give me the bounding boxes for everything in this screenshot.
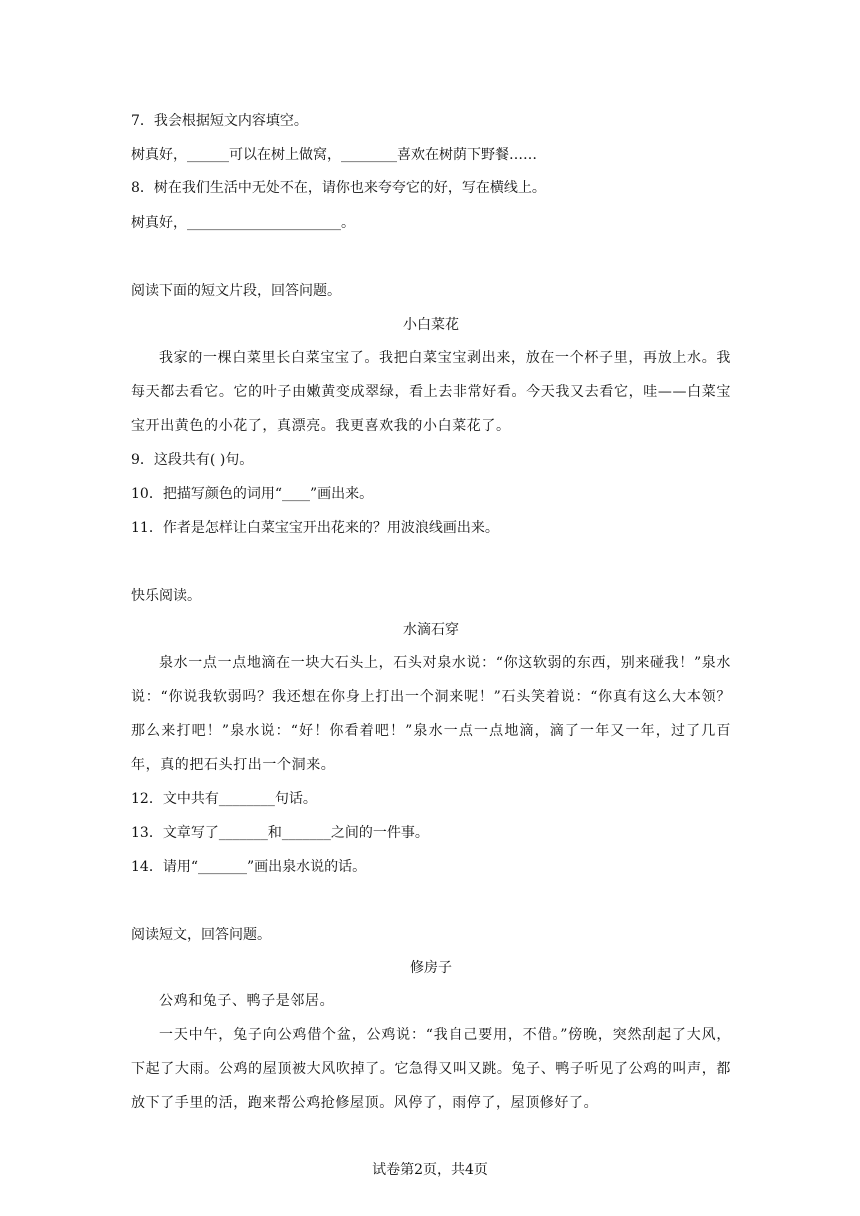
- question-7: 7．我会根据短文内容填空。: [131, 113, 308, 129]
- question-10: 10．把描写颜色的词用“____”画出来。: [131, 486, 374, 502]
- question-7-fill-line: 树真好，______可以在树上做窝，________喜欢在树荫下野餐……: [131, 147, 537, 163]
- passage-xiufangzi-para-1: 公鸡和兔子、鸭子是邻居。: [159, 993, 335, 1009]
- question-9: 9．这段共有( )句。: [131, 452, 254, 468]
- section-3-intro: 快乐阅读。: [131, 588, 201, 604]
- page-footer: 试卷第2页，共4页: [372, 1162, 488, 1178]
- passage-title-shuidishichuan: 水滴石穿: [403, 622, 459, 638]
- question-12: 12．文中共有________句话。: [131, 791, 317, 807]
- section-4-intro: 阅读短文，回答问题。: [131, 927, 271, 943]
- question-8: 8．树在我们生活中无处不在，请你也来夸夸它的好，写在横线上。: [131, 180, 546, 196]
- passage-title-xiaobaicaihua: 小白菜花: [403, 317, 459, 333]
- question-11: 11．作者是怎样让白菜宝宝开出花来的？用波浪线画出来。: [131, 520, 499, 536]
- passage-shuidishichuan: 泉水一点一点地滴在一块大石头上，石头对泉水说：“你这软弱的东西，别来碰我！”泉水说：“你说我软弱吗？我还想在你身上打出一个洞来呢！”石头笑着说：“你真有这么大本领？那么来打吧！”泉水说：“好！你看着吧！”泉水一点一点地滴，滴了一年又一年，过了几百年，真的把石头打出一个洞来。: [131, 655, 731, 773]
- question-14: 14．请用“_______”画出泉水说的话。: [131, 859, 367, 875]
- section-2-intro: 阅读下面的短文片段，回答问题。: [131, 283, 341, 299]
- passage-xiufangzi-para-2: 一天中午，兔子向公鸡借个盆，公鸡说：“我自己要用，不借。”傍晚，突然刮起了大风，下起了大雨。公鸡的屋顶被大风吹掉了。它急得又叫又跳。兔子、鸭子听见了公鸡的叫声，都放下了手里的活，跑来帮公鸡抢修屋顶。风停了，雨停了，屋顶修好了。: [131, 1027, 731, 1111]
- passage-title-xiufangzi: 修房子: [410, 960, 452, 976]
- question-8-fill-line: 树真好，______________________。: [131, 215, 355, 231]
- question-13: 13．文章写了_______和_______之间的一件事。: [131, 825, 429, 841]
- passage-xiaobaicaihua: 我家的一棵白菜里长白菜宝宝了。我把白菜宝宝剥出来，放在一个杯子里，再放上水。我每天都去看它。它的叶子由嫩黄变成翠绿，看上去非常好看。今天我又去看它，哇——白菜宝宝开出黄色的小花了，真漂亮。我更喜欢我的小白菜花了。: [131, 350, 731, 434]
